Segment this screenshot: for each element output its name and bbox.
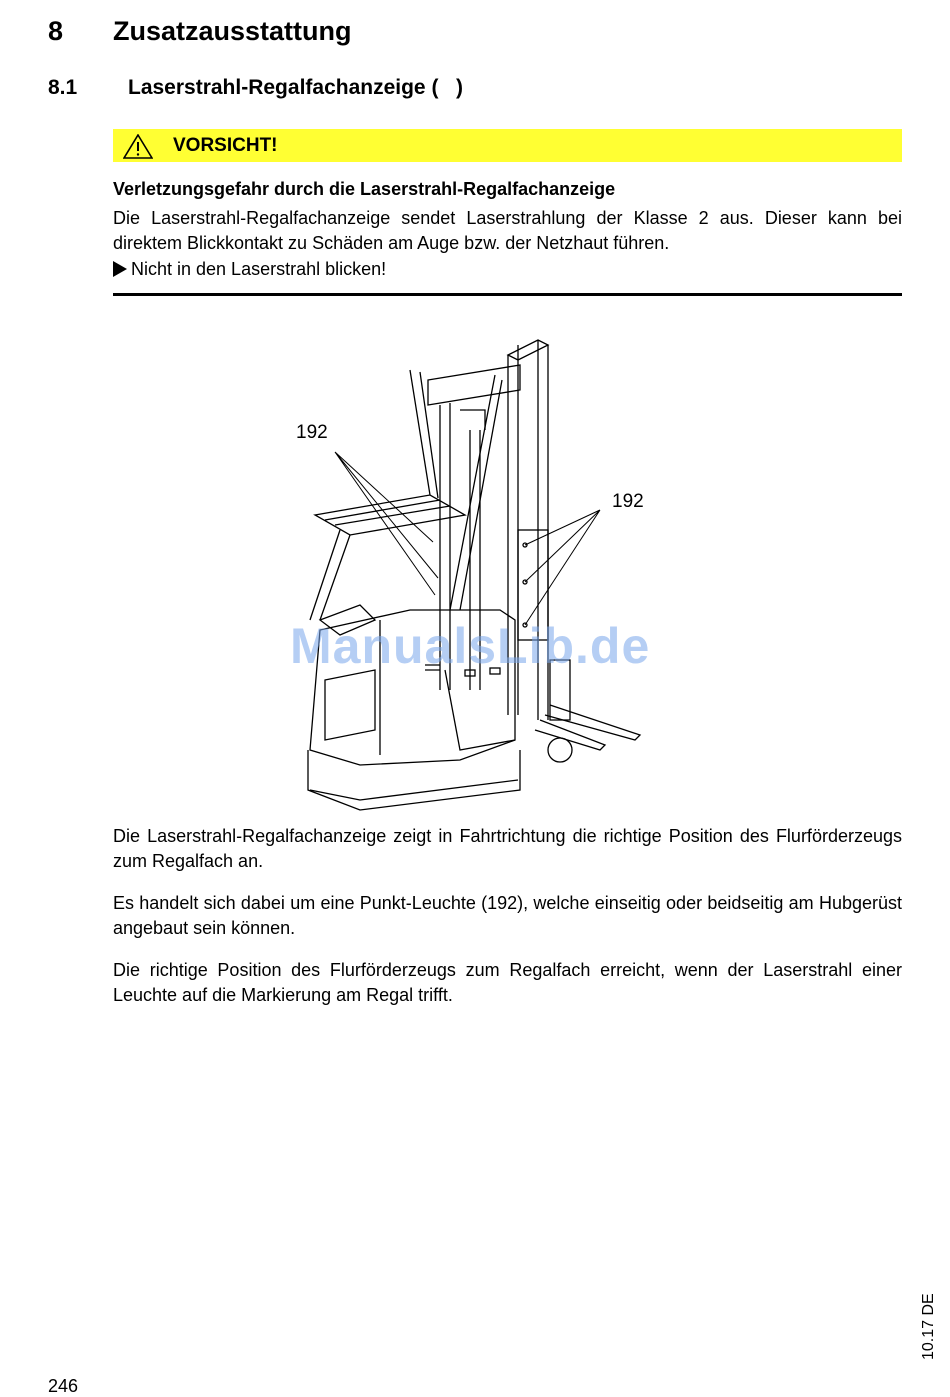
body-paragraph-1: Die Laserstrahl-Regalfachanzeige zeigt in Fahrtrichtung die richtige Position des Flurförderzeugs zum Regalfach an.	[113, 826, 902, 871]
chapter-title: Zusatzausstattung	[113, 16, 352, 46]
forklift-illustration	[280, 320, 660, 815]
warning-text: Die Laserstrahl-Regalfachanzeige sendet Laserstrahlung der Klasse 2 aus. Dieser kann bei direktem Blickkontakt zu Schäden am Auge bzw. der Netzhaut führen.	[113, 208, 902, 253]
callout-192-right: 192	[612, 491, 644, 512]
warning-bar	[113, 129, 902, 162]
divider	[113, 293, 902, 296]
warning-action	[113, 259, 386, 280]
body-paragraph-3: Die richtige Position des Flurförderzeugs zum Regalfach erreicht, wenn der Laserstrahl einer Leuchte auf die Markierung am Regal trifft.	[113, 960, 902, 1005]
section-title: Laserstrahl-Regalfachanzeige ( )	[128, 76, 463, 99]
watermark: ManualsLib.de	[290, 618, 651, 674]
warning-action-text: Nicht in den Laserstrahl blicken!	[131, 259, 387, 279]
chapter-number: 8	[48, 16, 64, 46]
warning-heading: Verletzungsgefahr durch die Laserstrahl-Regalfachanzeige	[113, 179, 616, 199]
section-number: 8.1	[48, 76, 78, 99]
page-number: 246	[48, 1376, 79, 1396]
warning-label: VORSICHT!	[173, 135, 278, 156]
arrow-right-icon	[113, 261, 127, 277]
footer-date: 10.17 DE	[920, 1293, 937, 1360]
callout-192-left: 192	[296, 422, 328, 443]
body-paragraph-2: Es handelt sich dabei um eine Punkt-Leuchte (192), welche einseitig oder beidseitig am Hubgerüst angebaut sein können.	[113, 893, 902, 938]
warning-triangle-icon	[123, 134, 153, 159]
